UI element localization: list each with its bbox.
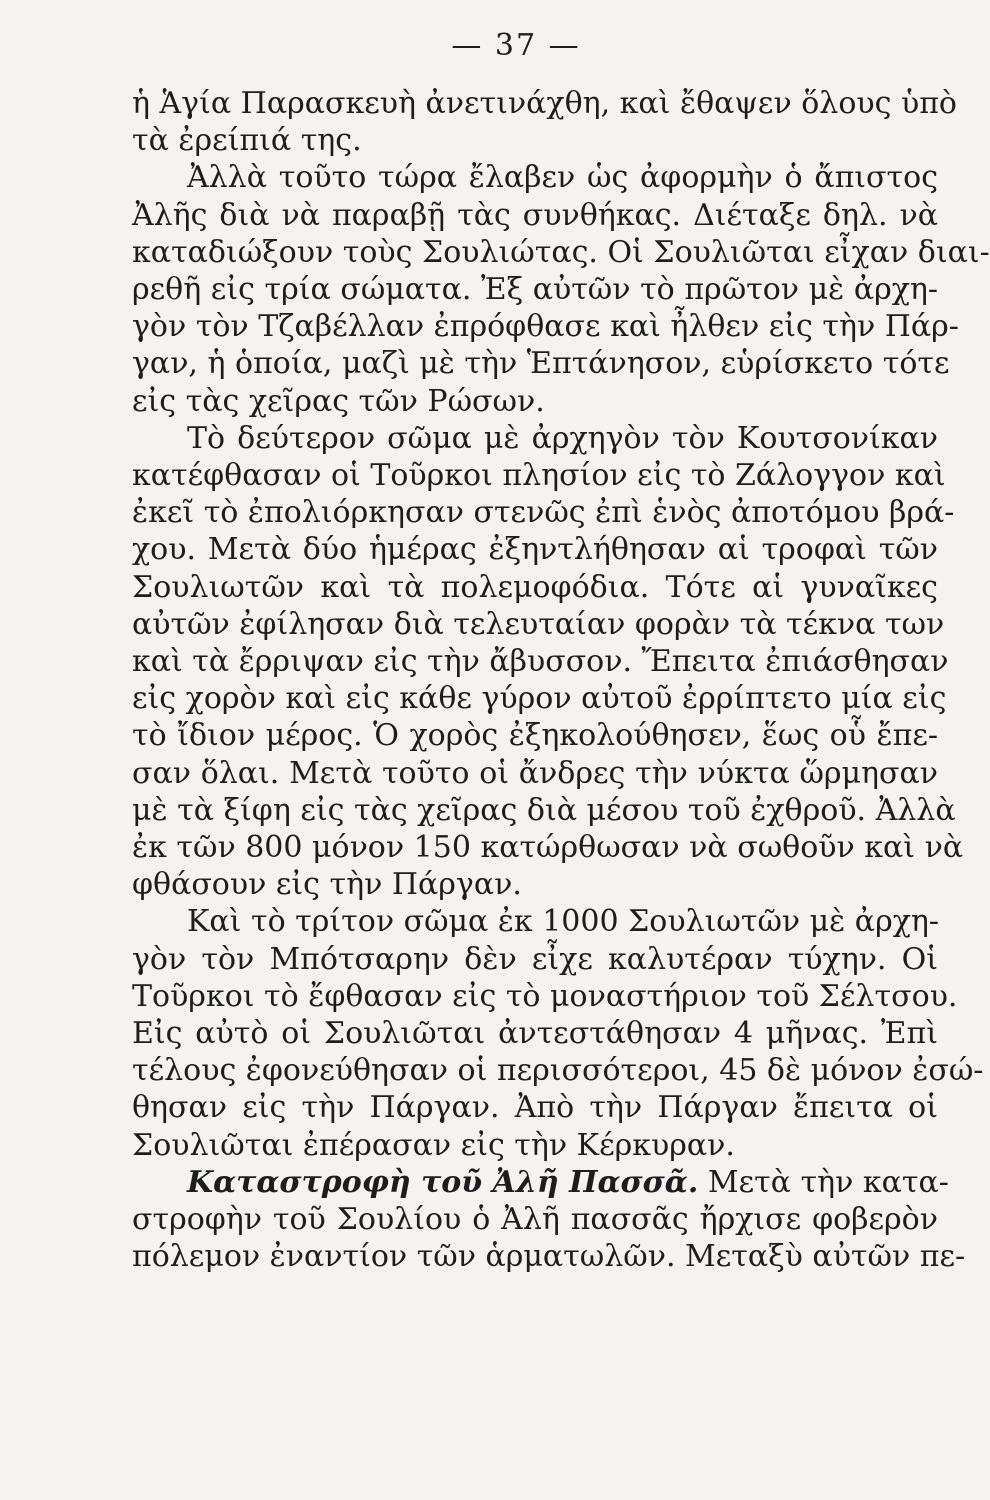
text-line: γαν, ἡ ὁποία, μαζὶ μὲ τὴν Ἑπτάνησον, εὑρίσκετο τότε [132,346,950,382]
text-line: στροφὴν τοῦ Σουλίου ὁ Ἀλῆ πασσᾶς ἤρχισε φοβερὸν [132,1202,938,1238]
text-line: ἡ Ἁγία Παρασκευὴ ἀνετινάχθη, καὶ ἔθαψεν ὅλους ὑπὸ [132,86,957,121]
text-line: Τοῦρκοι τὸ ἔφθασαν εἰς τὸ μοναστήριον τοῦ Σέλτσου. [132,978,958,1014]
text-line: θησαν εἰς τὴν Πάργαν. Ἀπὸ τὴν Πάργαν ἔπειτα οἱ [132,1090,938,1126]
text-line: φθάσουν εἰς τὴν Πάργαν. [132,867,522,903]
text-line: καταδιώξουν τοὺς Σουλιώτας. Οἱ Σουλιῶται εἶχαν διαι- [132,234,990,270]
text-line: πόλεμον ἐναντίον τῶν ἁρματωλῶν. Μεταξὺ αὐτῶν πε- [132,1239,966,1275]
text-line: Σουλιῶται ἐπέρασαν εἰς τὴν Κέρκυραν. [132,1127,735,1163]
section-heading-line [132,1164,949,1201]
text-line: καὶ τὰ ἔρριψαν εἰς τὴν ἄβυσσον. Ἔπειτα ἐπιάσθησαν [132,644,949,680]
text-line: εἰς τὰς χεῖρας τῶν Ρώσων. [132,383,545,419]
text-line: ρεθῆ εἰς τρία σώματα. Ἐξ αὐτῶν τὸ πρῶτον μὲ ἀρχη- [132,272,938,308]
section-text [132,1201,966,1275]
section-heading: Καταστροφὴ τοῦ Ἀλῆ Πασσᾶ. [187,1164,699,1200]
section-heading-rest: Μετὰ τὴν κατα- [707,1164,949,1200]
page-number: — 37 — [451,28,581,63]
text-line: γὸν τὸν Τζαβέλλαν ἐπρόφθασε καὶ ἦλθεν εἰς τὴν Πάρ- [132,309,959,345]
body-text [132,85,990,1164]
text-line: εἰς χορὸν καὶ εἰς κάθε γύρον αὐτοῦ ἐρρίπτετο μία εἰς [132,681,947,717]
text-line: τέλους ἐφονεύθησαν οἱ περισσότεροι, 45 δὲ μόνον ἐσώ- [132,1053,984,1089]
text-line: Ἀλῆς διὰ νὰ παραβῇ τὰς συνθήκας. Διέταξε δηλ. νὰ [132,197,938,233]
text-line: γὸν τὸν Μπότσαρην δὲν εἶχε καλυτέραν τύχην. Οἱ [132,941,938,977]
text-line: αὐτῶν ἐφίλησαν διὰ τελευταίαν φορὰν τὰ τέκνα των [132,606,945,642]
text-line: ἐκ τῶν 800 μόνον 150 κατώρθωσαν νὰ σωθοῦν καὶ νὰ [132,830,964,866]
text-line: Εἰς αὐτὸ οἱ Σουλιῶται ἀντεστάθησαν 4 μῆνας. Ἐπὶ [132,1016,938,1052]
text-line: χου. Μετὰ δύο ἡμέρας ἐξηντλήθησαν αἱ τροφαὶ τῶν [132,532,938,568]
text-line: ἐκεῖ τὸ ἐπολιόρκησαν στενῶς ἐπὶ ἑνὸς ἀποτόμου βρά- [132,495,955,531]
text-line: τὰ ἐρείπιά της. [132,123,362,159]
text-line: τὸ ἴδιον μέρος. Ὁ χορὸς ἐξηκολούθησεν, ἕως οὗ ἔπε- [132,718,938,754]
text-line: μὲ τὰ ξίφη εἰς τὰς χεῖρας διὰ μέσου τοῦ ἐχθροῦ. Ἀλλὰ [132,792,956,828]
text-line: Καὶ τὸ τρίτον σῶμα ἐκ 1000 Σουλιωτῶν μὲ ἀρχη- [187,904,939,940]
text-line: Ἀλλὰ τοῦτο τώρα ἔλαβεν ὡς ἀφορμὴν ὁ ἄπιστος [187,160,938,196]
text-line: κατέφθασαν οἱ Τοῦρκοι πλησίον εἰς τὸ Ζάλογγον καὶ [132,458,946,494]
text-line: Σουλιωτῶν καὶ τὰ πολεμοφόδια. Τότε αἱ γυναῖκες [132,569,938,605]
text-line: Τὸ δεύτερον σῶμα μὲ ἀρχηγὸν τὸν Κουτσονίκαν [187,420,938,456]
text-line: σαν ὅλαι. Μετὰ τοῦτο οἱ ἄνδρες τὴν νύκτα ὥρμησαν [132,755,938,791]
